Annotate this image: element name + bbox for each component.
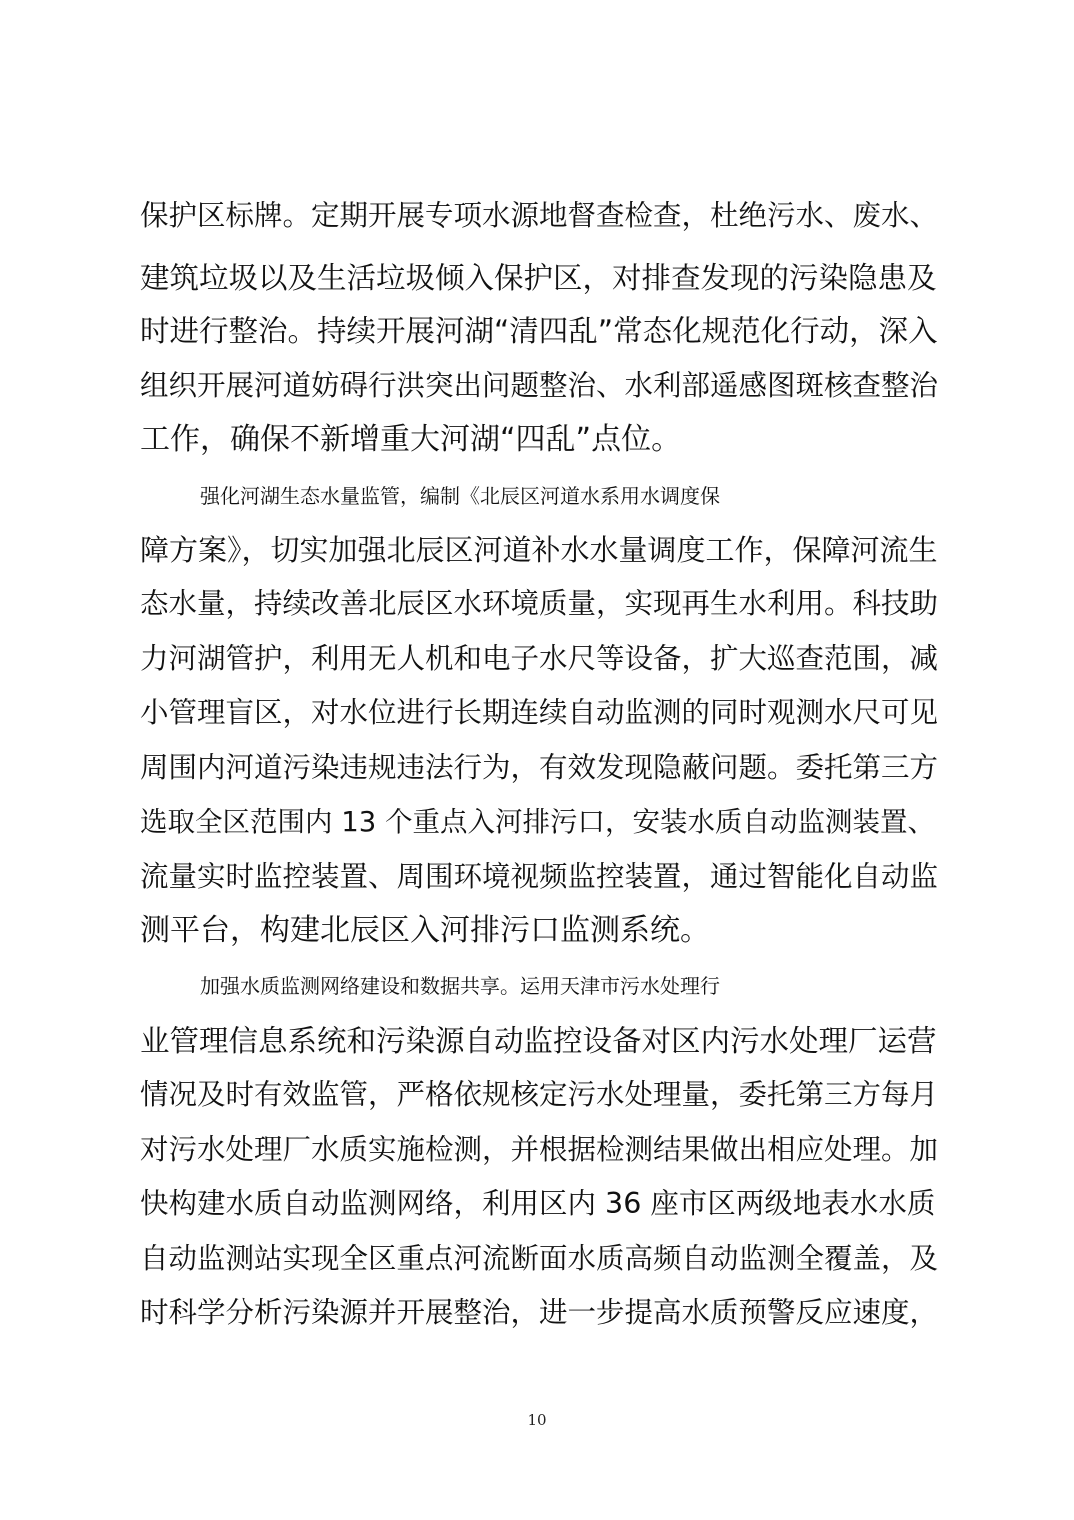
text-line: 态水量，持续改善北辰区水环境质量，实现再生水利用。科技助 <box>140 587 939 620</box>
text-line: 快构建水质自动监测网络，利用区内 36 座市区两级地表水水质 <box>140 1187 936 1220</box>
text-line: 建筑垃圾以及生活垃圾倾入保护区，对排查发现的污染隐患及 <box>140 261 937 295</box>
text-line: 保护区标牌。定期开展专项水源地督查检查，杜绝污水、废水、 <box>140 199 939 232</box>
text-line: 周围内河道污染违规违法行为，有效发现隐蔽问题。委托第三方 <box>140 751 939 784</box>
text-line: 业管理信息系统和污染源自动监控设备对区内污水处理厂运营 <box>140 1024 937 1058</box>
text-line: 对污水处理厂水质实施检测，并根据检测结果做出相应处理。加 <box>140 1133 939 1166</box>
text-line: 组织开展河道妨碍行洪突出问题整治、水利部遥感图斑核查整治 <box>140 369 939 402</box>
text-line: 选取全区范围内 13 个重点入河排污口，安装水质自动监测装置、 <box>140 806 935 838</box>
text-line: 力河湖管护，利用无人机和电子水尺等设备，扩大巡查范围，减 <box>140 642 939 675</box>
text-line: 情况及时有效监管，严格依规核定污水处理量，委托第三方每月 <box>140 1078 939 1111</box>
text-line: 时进行整治。持续开展河湖“清四乱”常态化规范化行动，深入 <box>140 314 938 348</box>
paragraph-start-line: 加强水质监测网络建设和数据共享。运用天津市污水处理行 <box>200 974 720 998</box>
text-line: 测平台，构建北辰区入河排污口监测系统。 <box>140 913 710 948</box>
text-line: 工作，确保不新增重大河湖“四乱”点位。 <box>140 422 682 457</box>
paragraph-start-line: 强化河湖生态水量监管，编制《北辰区河道水系用水调度保 <box>200 484 720 508</box>
text-line: 障方案》，切实加强北辰区河道补水水量调度工作，保障河流生 <box>140 533 938 567</box>
text-line: 流量实时监控装置、周围环境视频监控装置，通过智能化自动监 <box>140 860 939 893</box>
text-line: 自动监测站实现全区重点河流断面水质高频自动监测全覆盖，及 <box>140 1242 939 1275</box>
text-line: 小管理盲区，对水位进行长期连续自动监测的同时观测水尺可见 <box>140 696 939 729</box>
page-number: 10 <box>527 1411 547 1429</box>
text-line: 时科学分析污染源并开展整治，进一步提高水质预警反应速度， <box>140 1296 939 1329</box>
